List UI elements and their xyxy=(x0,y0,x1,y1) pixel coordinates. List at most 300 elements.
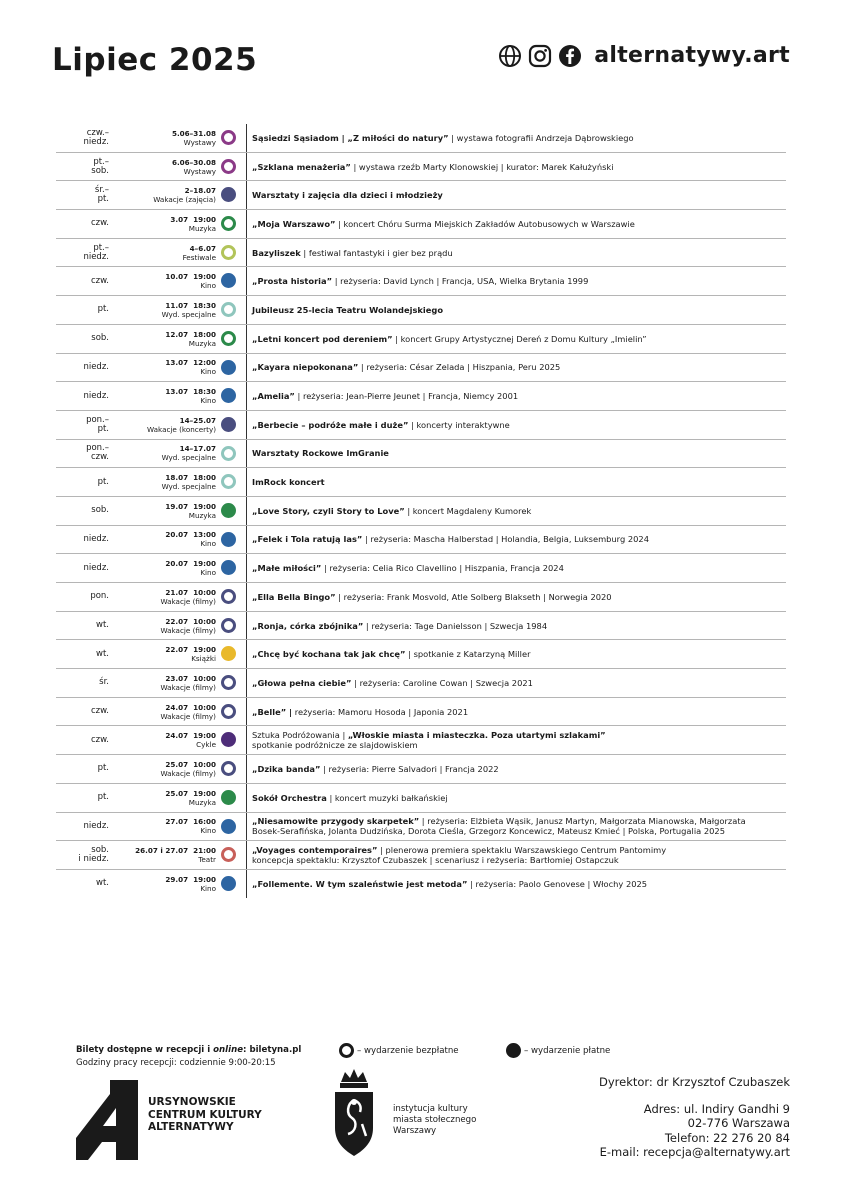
event-datetime xyxy=(116,674,216,683)
event-row[interactable] xyxy=(56,181,786,210)
event-description xyxy=(252,841,786,869)
event-datetime xyxy=(116,444,216,453)
event-when xyxy=(116,296,216,324)
row-divider xyxy=(246,726,247,754)
event-title[interactable]: „Follemente. W tym szaleństwie jest metoda” xyxy=(252,878,468,889)
event-time: 12:00 xyxy=(193,358,216,368)
event-datetime xyxy=(116,875,216,884)
event-category: Wakacje (zajęcia) xyxy=(153,195,216,205)
event-day-label: pon. xyxy=(90,591,109,602)
event-title[interactable]: Jubileusz 25-lecia Teatru Wolandejskiego xyxy=(252,304,444,315)
instagram-icon[interactable] xyxy=(528,44,552,68)
ucka-logo-text xyxy=(148,1096,262,1134)
event-datetime xyxy=(116,588,216,597)
event-title[interactable]: „Love Story, czyli Story to Love” xyxy=(252,505,405,516)
event-date: 21.07 xyxy=(165,587,189,597)
row-divider xyxy=(246,526,247,554)
paid-event-dot-icon xyxy=(221,790,236,805)
event-title[interactable]: „Voyages contemporaires” xyxy=(252,845,378,856)
event-category: Wakacje (filmy) xyxy=(160,768,216,778)
postal-code: 02-776 Warszawa xyxy=(687,1116,790,1130)
event-details: | reżyseria: Tage Danielsson | Szwecja 1984 xyxy=(363,620,548,631)
event-time: 19:00 xyxy=(193,645,216,655)
event-time: 19:00 xyxy=(193,559,216,569)
event-when xyxy=(116,726,216,754)
event-datetime xyxy=(116,760,216,769)
event-line-1 xyxy=(252,649,786,659)
event-date: 3.07 xyxy=(170,214,189,224)
facebook-icon[interactable] xyxy=(558,44,582,68)
event-details: | festiwal fantastyki i gier bez prądu xyxy=(300,247,453,258)
event-when xyxy=(116,669,216,697)
event-when xyxy=(116,640,216,668)
event-when xyxy=(116,239,216,267)
event-row[interactable] xyxy=(56,296,786,325)
paid-event-dot-icon xyxy=(221,417,236,432)
row-divider xyxy=(246,124,247,152)
event-details: | reżyseria: César Zelada | Hiszpania, Peru 2025 xyxy=(358,362,561,373)
event-category: Kino xyxy=(200,883,216,893)
event-day-label: niedz. xyxy=(83,562,109,573)
paid-event-dot-icon xyxy=(221,503,236,518)
event-date: 23.07 xyxy=(165,673,189,683)
event-details: | plenerowa premiera spektaklu Warszawskiego Centrum Pantomimy xyxy=(377,845,667,856)
event-when xyxy=(116,210,216,238)
event-line-1 xyxy=(252,305,786,315)
event-row[interactable] xyxy=(56,468,786,497)
event-datetime xyxy=(116,846,216,855)
event-description xyxy=(252,296,786,324)
site-url[interactable]: alternatywy.art xyxy=(594,43,790,68)
event-time: 18:30 xyxy=(193,387,216,397)
event-day xyxy=(56,267,109,295)
event-row[interactable] xyxy=(56,497,786,526)
event-date: 13.07 xyxy=(165,387,189,397)
paid-event-dot-icon xyxy=(221,876,236,891)
event-line-1 xyxy=(252,162,786,172)
free-event-dot-icon xyxy=(221,446,236,461)
event-title[interactable]: Warsztaty Rockowe ImGranie xyxy=(252,448,389,459)
event-title[interactable]: „Dzika banda” xyxy=(252,763,321,774)
event-line-2: koncepcja spektaklu: Krzysztof Czubaszek | scenariusz i reżyseria: Bartłomiej Ostapczuk xyxy=(252,855,619,866)
event-time: 10:00 xyxy=(193,673,216,683)
event-title[interactable]: „Ronja, córka zbójnika” xyxy=(252,620,364,631)
event-time: 19:00 xyxy=(193,501,216,511)
event-description xyxy=(252,468,786,496)
event-details: | reżyseria: Frank Mosvold, Atle Solberg Blakseth | Norwegia 2020 xyxy=(335,591,612,602)
event-row[interactable] xyxy=(56,440,786,469)
event-details: | reżyseria: Pierre Salvadori | Francja 2022 xyxy=(320,763,499,774)
event-details: reżyseria: Mamoru Hosoda | Japonia 2021 xyxy=(292,706,469,717)
event-when xyxy=(116,153,216,181)
event-category: Wakacje (filmy) xyxy=(160,711,216,721)
row-divider xyxy=(246,698,247,726)
event-details: | reżyseria: Paolo Genovese | Włochy 2025 xyxy=(467,878,648,889)
event-when xyxy=(116,583,216,611)
event-line-1 xyxy=(252,276,786,286)
event-details: | spotkanie z Katarzyną Miller xyxy=(405,649,531,660)
event-day-label: wt. xyxy=(96,878,109,889)
event-datetime xyxy=(116,129,216,138)
event-day-label: wt. xyxy=(96,648,109,659)
event-row[interactable] xyxy=(56,870,786,898)
event-category: Muzyka xyxy=(188,510,216,520)
event-details: | koncert Grupy Artystycznej Dereń z Domu Kultury „Imielin” xyxy=(392,333,647,344)
event-date: 22.07 xyxy=(165,616,189,626)
event-row[interactable] xyxy=(56,669,786,698)
event-description xyxy=(252,554,786,582)
event-time: 19:00 xyxy=(193,214,216,224)
event-row[interactable] xyxy=(56,784,786,813)
row-divider xyxy=(246,411,247,439)
event-date: 26.07 i 27.07 xyxy=(135,846,189,856)
globe-icon[interactable] xyxy=(498,44,522,68)
event-title[interactable]: „Felek i Tola ratują las” xyxy=(252,534,363,545)
event-day xyxy=(56,210,109,238)
event-row[interactable] xyxy=(56,726,786,755)
event-date: 19.07 xyxy=(165,501,189,511)
event-when xyxy=(116,440,216,468)
event-line-1 xyxy=(252,506,786,516)
event-day xyxy=(56,497,109,525)
event-line-1 xyxy=(252,362,786,372)
event-time: 18:30 xyxy=(193,300,216,310)
event-day xyxy=(56,554,109,582)
paid-event-dot-icon xyxy=(221,560,236,575)
event-time: 19:00 xyxy=(193,874,216,884)
row-divider xyxy=(246,239,247,267)
inst-line-2: miasta stołecznego xyxy=(393,1115,477,1125)
event-day-label: niedz. xyxy=(83,820,109,831)
event-line-1 xyxy=(252,845,786,855)
event-when xyxy=(116,468,216,496)
event-description xyxy=(252,813,786,841)
legend-paid-label: – wydarzenie płatne xyxy=(524,1045,611,1056)
event-details: Sztuka Podróżowania | xyxy=(252,730,348,741)
event-day-label: wt. xyxy=(96,620,109,631)
tickets-site[interactable]: : biletyna.pl xyxy=(243,1045,302,1055)
event-details: | reżyseria: Mascha Halberstad | Holandia, Belgia, Luksemburg 2024 xyxy=(362,534,649,545)
event-title[interactable]: „Kayara niepokonana” xyxy=(252,362,359,373)
event-date: 12.07 xyxy=(165,329,189,339)
event-description xyxy=(252,267,786,295)
event-day-label: niedz. xyxy=(83,533,109,544)
event-category: Książki xyxy=(191,654,216,664)
event-datetime xyxy=(116,387,216,396)
event-date: 14–17.07 xyxy=(179,444,216,454)
event-row[interactable] xyxy=(56,153,786,182)
event-day-label: czw. xyxy=(90,275,109,286)
event-description xyxy=(252,526,786,554)
event-title[interactable]: „Amelia” xyxy=(252,391,295,402)
event-when xyxy=(116,526,216,554)
event-date: 24.07 xyxy=(165,702,189,712)
event-datetime xyxy=(116,330,216,339)
event-time: 19:00 xyxy=(193,272,216,282)
event-when xyxy=(116,755,216,783)
paid-event-dot-icon xyxy=(221,187,236,202)
event-title[interactable]: „Chcę być kochana tak jak chcę” xyxy=(252,649,406,660)
row-divider xyxy=(246,870,247,898)
event-details: | koncert Chóru Surma Miejskich Zakładów Autobusowych w Warszawie xyxy=(335,218,635,229)
event-line-1 xyxy=(252,219,786,229)
event-date: 24.07 xyxy=(165,731,189,741)
event-when xyxy=(116,124,216,152)
email[interactable]: E-mail: recepcja@alternatywy.art xyxy=(599,1145,790,1159)
event-when xyxy=(116,698,216,726)
event-category: Kino xyxy=(200,539,216,549)
event-description xyxy=(252,497,786,525)
legend-paid xyxy=(506,1043,610,1058)
event-row[interactable] xyxy=(56,210,786,239)
event-category: Festiwale xyxy=(182,252,216,262)
event-row[interactable] xyxy=(56,554,786,583)
event-time: 13:00 xyxy=(193,530,216,540)
event-details: | koncerty interaktywne xyxy=(408,419,510,430)
event-category: Kino xyxy=(200,367,216,377)
tickets-label: Bilety dostępne w recepcji i xyxy=(76,1045,214,1055)
event-row[interactable] xyxy=(56,354,786,383)
event-category: Wystawy xyxy=(183,166,216,176)
reception-hours: Godziny pracy recepcji: codziennie 9:00-20:15 xyxy=(76,1058,276,1068)
event-title[interactable]: „Berbecie – podróże małe i duże” xyxy=(252,419,409,430)
event-line-1 xyxy=(252,592,786,602)
event-day-label: śr. xyxy=(99,677,109,688)
event-title[interactable]: „Głowa pełna ciebie” xyxy=(252,677,352,688)
event-description xyxy=(252,870,786,898)
page-title: Lipiec 2025 xyxy=(52,42,258,78)
event-title[interactable]: „Moja Warszawo” xyxy=(252,218,336,229)
event-title[interactable]: ImRock koncert xyxy=(252,477,325,488)
event-time: 18:00 xyxy=(193,329,216,339)
event-when xyxy=(116,181,216,209)
event-time: 19:00 xyxy=(193,788,216,798)
row-divider xyxy=(246,210,247,238)
event-date: 10.07 xyxy=(165,272,189,282)
event-day xyxy=(56,841,109,869)
event-day xyxy=(56,239,109,267)
event-day-label: czw.– niedz. xyxy=(83,127,109,147)
event-day xyxy=(56,468,109,496)
event-description xyxy=(252,440,786,468)
event-day xyxy=(56,296,109,324)
event-row[interactable] xyxy=(56,640,786,669)
event-date: 25.07 xyxy=(165,788,189,798)
event-title[interactable]: „Niesamowite przygody skarpetek” xyxy=(252,816,420,827)
event-category: Wakacje (filmy) xyxy=(160,682,216,692)
event-category: Kino xyxy=(200,281,216,291)
event-date: 27.07 xyxy=(165,817,189,827)
event-title[interactable]: Sąsiedzi Sąsiadom | „Z miłości do natury” xyxy=(252,132,449,143)
event-date: 29.07 xyxy=(165,874,189,884)
free-event-dot-icon xyxy=(221,245,236,260)
event-title[interactable]: „Małe miłości” xyxy=(252,563,322,574)
event-title[interactable]: „Włoskie miasta i miasteczka. Poza utartymi szlakami” xyxy=(347,730,606,741)
event-category: Kino xyxy=(200,826,216,836)
event-date: 20.07 xyxy=(165,559,189,569)
filled-circle-icon xyxy=(506,1043,521,1058)
event-date: 4–6.07 xyxy=(189,243,216,253)
event-line-1 xyxy=(252,534,786,544)
event-day xyxy=(56,726,109,754)
event-line-1 xyxy=(252,334,786,344)
event-description xyxy=(252,354,786,382)
event-details: | reżyseria: Elżbieta Wąsik, Janusz Martyn, Małgorzata Mianowska, Małgorzata xyxy=(419,816,746,827)
event-line-1 xyxy=(252,621,786,631)
free-event-dot-icon xyxy=(221,216,236,231)
event-day xyxy=(56,181,109,209)
event-line-1 xyxy=(252,764,786,774)
event-when xyxy=(116,382,216,410)
institution-text xyxy=(393,1104,476,1137)
event-description xyxy=(252,612,786,640)
event-date: 22.07 xyxy=(165,645,189,655)
phone[interactable]: Telefon: 22 276 20 84 xyxy=(664,1130,790,1145)
legend-free xyxy=(339,1043,459,1058)
event-day-label: sob. xyxy=(91,333,109,344)
event-when xyxy=(116,784,216,812)
event-row[interactable] xyxy=(56,325,786,354)
event-title[interactable]: Sokół Orchestra xyxy=(252,792,327,803)
row-divider xyxy=(246,755,247,783)
row-divider xyxy=(246,841,247,869)
event-category: Wystawy xyxy=(183,137,216,147)
row-divider xyxy=(246,382,247,410)
event-description xyxy=(252,239,786,267)
event-when xyxy=(116,870,216,898)
tickets-info xyxy=(76,1044,301,1070)
event-line-1 xyxy=(252,730,786,740)
event-when xyxy=(116,354,216,382)
free-event-dot-icon xyxy=(221,704,236,719)
event-datetime xyxy=(116,244,216,253)
row-divider xyxy=(246,296,247,324)
event-title[interactable]: „Prosta historia” xyxy=(252,276,333,287)
event-details: | koncert Magdaleny Kumorek xyxy=(404,505,532,516)
event-date: 20.07 xyxy=(165,530,189,540)
event-description xyxy=(252,784,786,812)
event-details: | reżyseria: Celia Rico Clavellino | Hiszpania, Francja 2024 xyxy=(321,563,564,574)
paid-event-dot-icon xyxy=(221,360,236,375)
event-when xyxy=(116,497,216,525)
row-divider xyxy=(246,325,247,353)
event-date: 11.07 xyxy=(165,300,189,310)
event-description xyxy=(252,382,786,410)
inst-line-1: instytucja kultury xyxy=(393,1104,468,1114)
event-details: | wystawa rzeźb Marty Klonowskiej | kurator: Marek Kałużyński xyxy=(350,161,614,172)
event-date: 5.06–31.08 xyxy=(171,128,216,138)
event-line-1 xyxy=(252,707,786,717)
paid-event-dot-icon xyxy=(221,273,236,288)
event-datetime xyxy=(116,817,216,826)
event-day-label: czw. xyxy=(90,706,109,717)
event-time: 10:00 xyxy=(193,616,216,626)
event-description xyxy=(252,583,786,611)
event-day xyxy=(56,755,109,783)
event-line-2: spotkanie podróżnicze ze slajdowiskiem xyxy=(252,740,418,751)
event-day xyxy=(56,813,109,841)
event-title[interactable]: „Letni koncert pod dereniem” xyxy=(252,333,393,344)
logo-line-1: URSYNOWSKIE xyxy=(148,1096,236,1108)
free-event-dot-icon xyxy=(221,589,236,604)
row-divider xyxy=(246,497,247,525)
event-category: Wakacje (koncerty) xyxy=(146,424,216,434)
contact-info xyxy=(599,1075,790,1160)
event-row[interactable] xyxy=(56,382,786,411)
event-datetime xyxy=(116,703,216,712)
row-divider xyxy=(246,440,247,468)
event-row[interactable] xyxy=(56,755,786,784)
event-datetime xyxy=(116,617,216,626)
event-datetime xyxy=(116,272,216,281)
event-title[interactable]: „Ella Bella Bingo” xyxy=(252,591,336,602)
event-datetime xyxy=(116,731,216,740)
event-day-label: sob. xyxy=(91,505,109,516)
event-line-1 xyxy=(252,793,786,803)
event-datetime xyxy=(116,215,216,224)
event-row[interactable] xyxy=(56,612,786,641)
row-divider xyxy=(246,612,247,640)
event-row[interactable] xyxy=(56,124,786,153)
event-row[interactable] xyxy=(56,267,786,296)
brand-header xyxy=(498,43,790,68)
event-title[interactable]: „Szklana menażeria” xyxy=(252,161,351,172)
event-row[interactable] xyxy=(56,841,786,870)
event-date: 18.07 xyxy=(165,473,189,483)
event-category: Wyd. specjalne xyxy=(161,309,216,319)
event-row[interactable] xyxy=(56,411,786,440)
event-datetime xyxy=(116,158,216,167)
event-datetime xyxy=(116,645,216,654)
event-datetime xyxy=(116,358,216,367)
event-description xyxy=(252,124,786,152)
event-time: 19:00 xyxy=(193,731,216,741)
free-event-dot-icon xyxy=(221,618,236,633)
event-row[interactable] xyxy=(56,239,786,268)
event-day xyxy=(56,440,109,468)
event-title[interactable]: Warsztaty i zajęcia dla dzieci i młodzieży xyxy=(252,190,443,201)
paid-event-dot-icon xyxy=(221,532,236,547)
event-time: 16:00 xyxy=(193,817,216,827)
row-divider xyxy=(246,640,247,668)
free-event-dot-icon xyxy=(221,675,236,690)
event-date: 14–25.07 xyxy=(179,415,216,425)
event-line-1 xyxy=(252,133,786,143)
event-line-1 xyxy=(252,391,786,401)
event-description xyxy=(252,669,786,697)
event-row[interactable] xyxy=(56,526,786,555)
event-line-1 xyxy=(252,420,786,430)
event-day xyxy=(56,612,109,640)
event-line-2: Bosek-Serafińska, Jolanta Dudzińska, Dorota Cieśla, Grzegorz Koncewicz, Mateusz Kmieć | Polska, Portugalia 2025 xyxy=(252,826,725,837)
event-category: Muzyka xyxy=(188,338,216,348)
tickets-online: online xyxy=(213,1045,244,1055)
event-row[interactable] xyxy=(56,813,786,842)
event-category: Wyd. specjalne xyxy=(161,453,216,463)
event-title[interactable]: „Belle” | xyxy=(252,706,293,717)
event-details: | reżyseria: Caroline Cowan | Szwecja 2021 xyxy=(351,677,533,688)
open-circle-icon xyxy=(339,1043,354,1058)
event-when xyxy=(116,841,216,869)
event-when xyxy=(116,411,216,439)
event-day-label: pt.– sob. xyxy=(91,156,109,176)
event-day xyxy=(56,669,109,697)
event-time: 10:00 xyxy=(193,759,216,769)
event-row[interactable] xyxy=(56,583,786,612)
event-row[interactable] xyxy=(56,698,786,727)
event-description xyxy=(252,325,786,353)
event-title[interactable]: Bazyliszek xyxy=(252,247,301,258)
